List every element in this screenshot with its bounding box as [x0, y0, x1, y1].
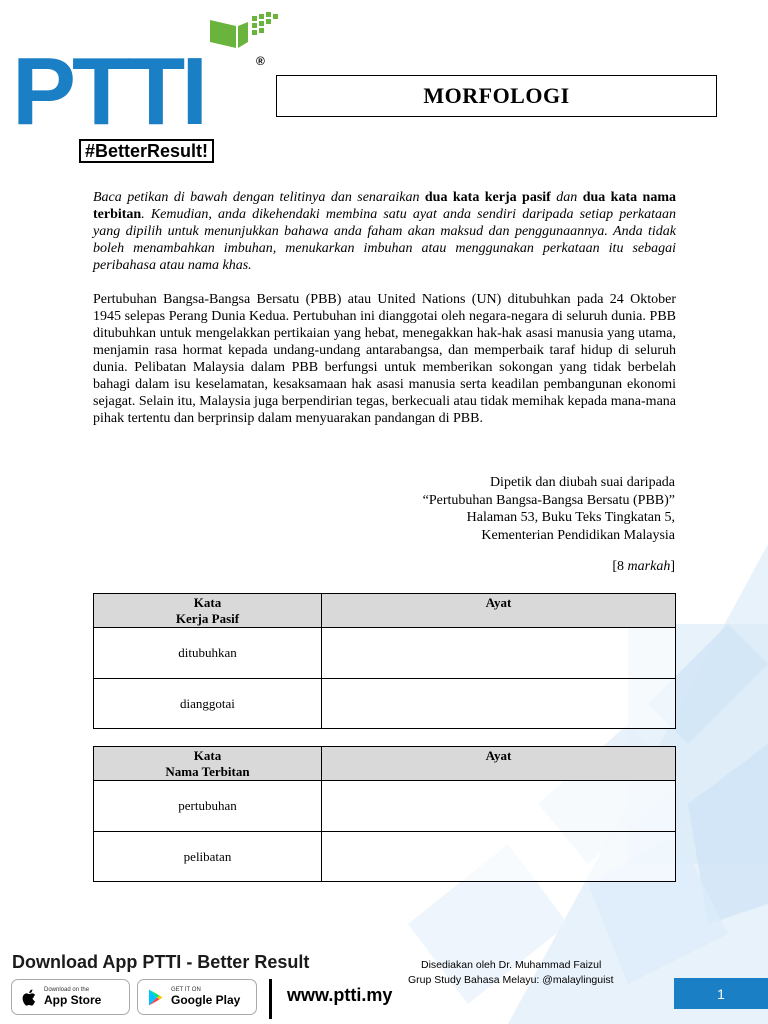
book-icon — [208, 12, 280, 52]
google-play-button[interactable] — [137, 979, 257, 1015]
answer-cell[interactable] — [322, 781, 676, 832]
kata-nama-terbitan-table — [93, 746, 676, 882]
instruction-text: . Kemudian, anda dikehendaki membina satu ayat anda sendiri daripada setiap perkataan yang dipilih untuk menunjukkan bahawa anda faham akan maksud dan penggunaannya. Anda tidak boleh menambahkan imbuhan, menukarkan imbuhan atau menggunakan perkataan itu sebagai peribahasa atau nama khas. — [93, 207, 676, 273]
table-header-ayat: Ayat — [322, 747, 676, 781]
table-row — [94, 781, 676, 832]
word-cell: pelibatan — [94, 832, 322, 882]
app-store-small: Download on the — [44, 987, 90, 993]
header-line: Kerja Pasif — [175, 611, 240, 626]
google-play-label: Google Play — [171, 993, 241, 1007]
marks-open: [8 — [612, 559, 628, 574]
table-row — [94, 679, 676, 729]
source-citation — [423, 474, 675, 544]
instruction-text: dan — [550, 190, 583, 205]
instruction-text: Baca petikan di bawah dengan telitinya dan senaraikan — [93, 190, 425, 205]
app-store-text — [44, 987, 101, 1007]
instruction-bold-1: dua kata kerja pasif — [424, 190, 551, 205]
source-line: Halaman 53, Buku Teks Tingkatan 5, — [466, 510, 675, 525]
table-header-word — [94, 594, 322, 628]
header-line: Kata — [193, 595, 222, 610]
ptti-logo — [12, 12, 272, 145]
marks-close: ] — [670, 559, 675, 574]
marks-word: markah — [627, 559, 671, 574]
website-link[interactable]: www.ptti.my — [287, 985, 393, 1005]
table-header-word — [94, 747, 322, 781]
google-play-small: GET IT ON — [171, 987, 201, 993]
table-row — [94, 628, 676, 679]
instructions — [93, 189, 676, 274]
footer-divider — [269, 979, 272, 1019]
credit-block — [408, 958, 648, 988]
registered-mark: ® — [256, 54, 265, 68]
source-line: “Pertubuhan Bangsa-Bangsa Bersatu (PBB)” — [422, 492, 675, 508]
table-header-row — [94, 747, 676, 781]
header-line: Nama Terbitan — [165, 764, 250, 779]
source-line: Kementerian Pendidikan Malaysia — [481, 527, 675, 543]
content-body — [93, 189, 676, 427]
answer-cell[interactable] — [322, 628, 676, 679]
answer-cell[interactable] — [322, 832, 676, 882]
credit-line: Grup Study Bahasa Melayu: @malaylinguist — [408, 974, 614, 986]
table-header-row — [94, 594, 676, 628]
kata-kerja-pasif-table — [93, 593, 676, 729]
word-cell: ditubuhkan — [94, 628, 322, 679]
app-store-button[interactable] — [11, 979, 130, 1015]
google-play-icon — [148, 989, 163, 1006]
header-line: Kata — [193, 748, 222, 763]
table-header-ayat: Ayat — [322, 594, 676, 628]
app-store-label: App Store — [44, 993, 102, 1007]
table-row — [94, 832, 676, 882]
page-number: 1 — [674, 978, 768, 1009]
google-play-text — [171, 987, 240, 1007]
page-title: MORFOLOGI — [276, 75, 717, 117]
answer-cell[interactable] — [322, 679, 676, 729]
download-title: Download App PTTI - Better Result — [12, 952, 310, 972]
word-cell: pertubuhan — [94, 781, 322, 832]
passage: Pertubuhan Bangsa-Bangsa Bersatu (PBB) atau United Nations (UN) ditubuhkan pada 24 Oktober 1945 selepas Perang Dunia Kedua. Pertubuhan ini dianggotai oleh negara-negara di seluruh dunia. PBB ditubuhkan untuk mengelakkan pertikaian yang hebat, menegakkan hak-hak asasi manusia yang utama, menjamin rasa hormat kepada undang-undang antarabangsa, dan memperbaik taraf hidup di seluruh dunia. Pelibatan Malaysia dalam PBB berfungsi untuk memberikan sokongan yang tidak berbelah bahagi dalam isu keselamatan, kesaksamaan hak asasi manusia serta keadilan pembangunan ekonomi sejagat. Selain itu, Malaysia juga berpendirian tegas, berkecuali atau tidak memihak kepada mana-mana pihak tertentu dan berprinsip dalam menyuarakan pandangan di PBB. — [93, 292, 676, 426]
instruction-bold-2: dua kata nama terbitan — [93, 190, 676, 222]
marks-label — [612, 559, 675, 575]
apple-icon — [22, 989, 36, 1006]
word-cell: dianggotai — [94, 679, 322, 729]
hashtag-badge: #BetterResult! — [79, 139, 214, 163]
credit-line: Disediakan oleh Dr. Muhammad Faizul — [421, 959, 602, 971]
source-line: Dipetik dan diubah suai daripada — [489, 475, 675, 490]
logo-wordmark: PTTI — [12, 38, 204, 145]
